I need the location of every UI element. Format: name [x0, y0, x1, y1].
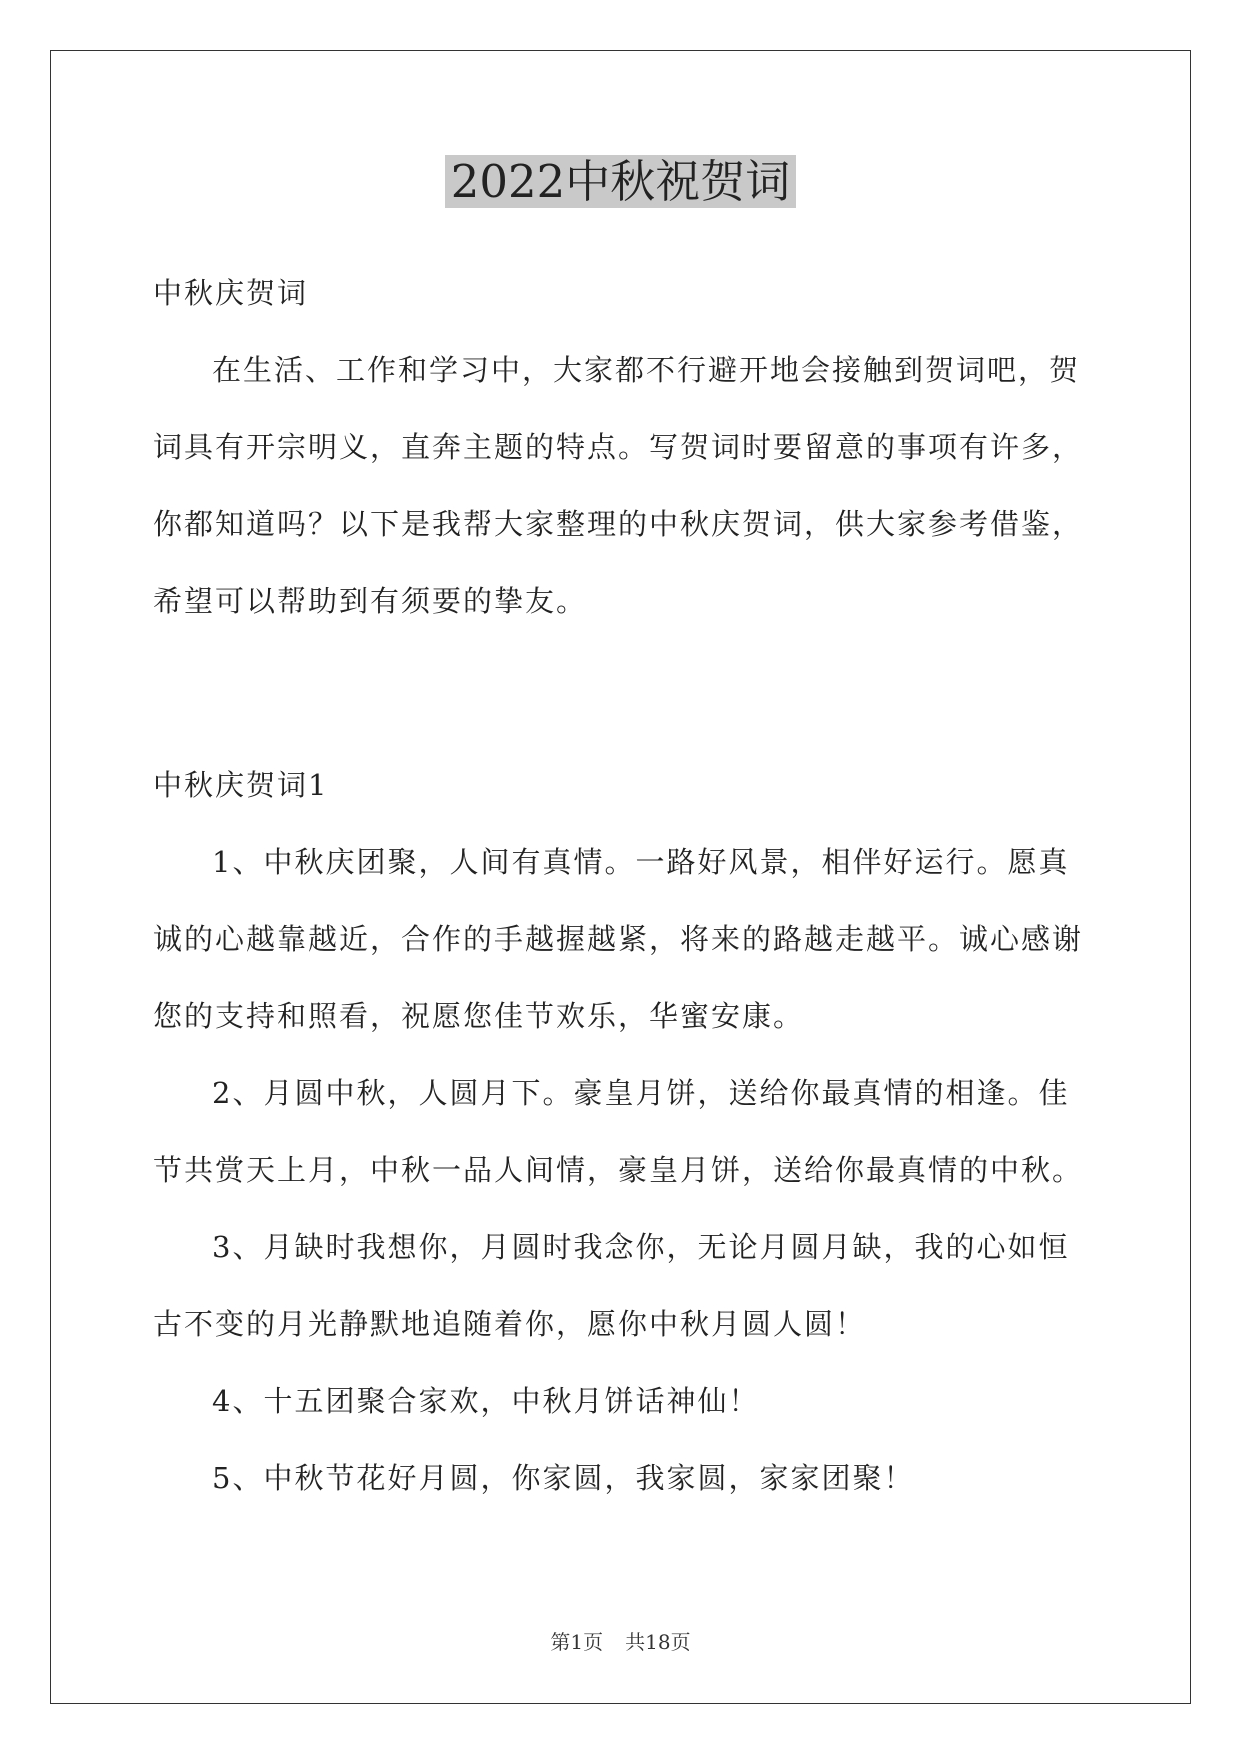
intro-paragraph: 在生活、工作和学习中，大家都不行避开地会接触到贺词吧，贺词具有开宗明义，直奔主题的特点。写贺词时要留意的事项有许多，你都知道吗？以下是我帮大家整理的中秋庆贺词，供大家参考借鉴，希望可以帮助到有须要的挚友。	[153, 353, 1084, 618]
page-number: 第1页	[550, 1630, 604, 1654]
intro-section	[153, 255, 1090, 640]
page-total: 共18页	[625, 1630, 691, 1654]
title-text: 2022中秋祝贺词	[445, 155, 797, 208]
greeting-item-3: 3、月缺时我想你，月圆时我念你，无论月圆月缺，我的心如恒古不变的月光静默地追随着你，愿你中秋月圆人圆！	[153, 1230, 1070, 1341]
greeting-item-4: 4、十五团聚合家欢，中秋月饼话神仙！	[212, 1384, 760, 1418]
greeting-item-1: 1、中秋庆团聚，人间有真情。一路好风景，相伴好运行。愿真诚的心越靠越近，合作的手越握越紧，将来的路越走越平。诚心感谢您的支持和照看，祝愿您佳节欢乐，华蜜安康。	[153, 845, 1084, 1033]
page-footer	[0, 1628, 1241, 1656]
section-heading: 中秋庆贺词1	[153, 768, 329, 802]
greetings-section	[153, 747, 1090, 1517]
intro-heading: 中秋庆贺词	[153, 276, 309, 310]
document-title	[0, 150, 1241, 214]
greeting-item-2: 2、月圆中秋，人圆月下。豪皇月饼，送给你最真情的相逢。佳节共赏天上月，中秋一品人间情，豪皇月饼，送给你最真情的中秋。	[153, 1076, 1084, 1187]
greeting-item-5: 5、中秋节花好月圆，你家圆，我家圆，家家团聚！	[212, 1461, 915, 1495]
